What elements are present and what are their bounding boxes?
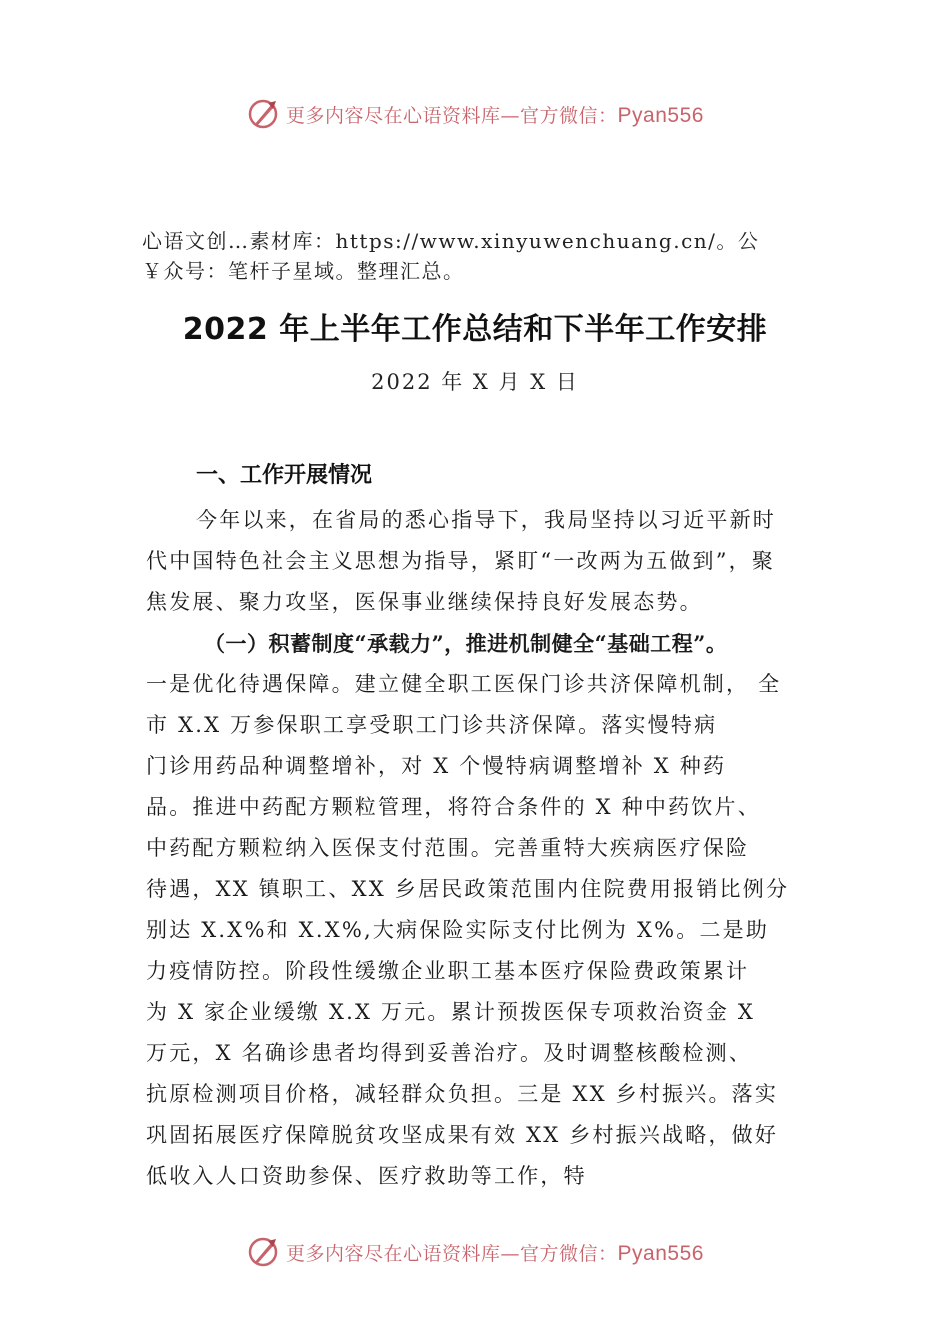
paragraph-line: 待遇，XX 镇职工、XX 乡居民政策范围内住院费用报销比例分 (146, 877, 790, 901)
paragraph-line: 代中国特色社会主义思想为指导，紧盯“一改两为五做到”，聚 (146, 549, 776, 573)
document-date: 2022 年 X 月 X 日 (371, 370, 579, 394)
paragraph-line: 万元，X 名确诊患者均得到妥善治疗。及时调整核酸检测、 (146, 1041, 753, 1065)
paragraph-line: 品。推进中药配方颗粒管理，将符合条件的 X 种中药饮片、 (146, 795, 761, 819)
wechat-id: Pyan556 (617, 103, 704, 127)
wechat-id: Pyan556 (617, 1241, 704, 1265)
quill-logo-icon (246, 1235, 280, 1269)
paragraph-line: 焦发展、聚力攻坚，医保事业继续保持良好发展态势。 (146, 590, 703, 614)
banner-text: 更多内容尽在心语资料库—官方微信：Pyan556 (286, 103, 704, 127)
paragraph-line: 门诊用药品种调整增补，对 X 个慢特病调整增补 X 种药 (146, 754, 727, 778)
source-note-line: ￥众号：笔杆子星域。整理汇总。 (142, 259, 465, 283)
paragraph-line: 抗原检测项目价格，减轻群众负担。三是 XX 乡村振兴。落实 (146, 1082, 779, 1106)
header-banner (0, 94, 950, 134)
paragraph-line: 为 X 家企业缓缴 X.X 万元。累计预拨医保专项救治资金 X (146, 1000, 756, 1024)
subsection-heading: （一）积蓄制度“承载力”，推进机制健全“基础工程”。 (204, 631, 728, 656)
footer-banner (0, 1232, 950, 1272)
source-note-line: 心语文创…素材库：https://www.xinyuwenchuang.cn/。公 (142, 229, 760, 253)
paragraph-line: 力疫情防控。阶段性缓缴企业职工基本医疗保险费政策累计 (146, 959, 750, 983)
source-note (142, 226, 822, 286)
paragraph-line: 低收入人口资助参保、医疗救助等工作，特 (146, 1164, 587, 1188)
paragraph-line: 中药配方颗粒纳入医保支付范围。完善重特大疾病医疗保险 (146, 836, 750, 860)
body-text (146, 500, 826, 1197)
paragraph-line: 巩固拓展医疗保障脱贫攻坚成果有效 XX 乡村振兴战略，做好 (146, 1123, 779, 1147)
paragraph-line: 一是优化待遇保障。建立健全职工医保门诊共济保障机制， 全 (146, 672, 782, 696)
paragraph-line: 市 X.X 万参保职工享受职工门诊共济保障。落实慢特病 (146, 713, 718, 737)
paragraph-line: 别达 X.X%和 X.X%,大病保险实际支付比例为 X%。二是助 (146, 918, 770, 942)
banner-text: 更多内容尽在心语资料库—官方微信：Pyan556 (286, 1241, 704, 1265)
quill-logo-icon (246, 97, 280, 131)
paragraph-line: 今年以来，在省局的悉心指导下，我局坚持以习近平新时 (196, 508, 776, 532)
document-title: 2022 年上半年工作总结和下半年工作安排 (182, 312, 768, 347)
section-heading: 一、工作开展情况 (196, 463, 373, 488)
